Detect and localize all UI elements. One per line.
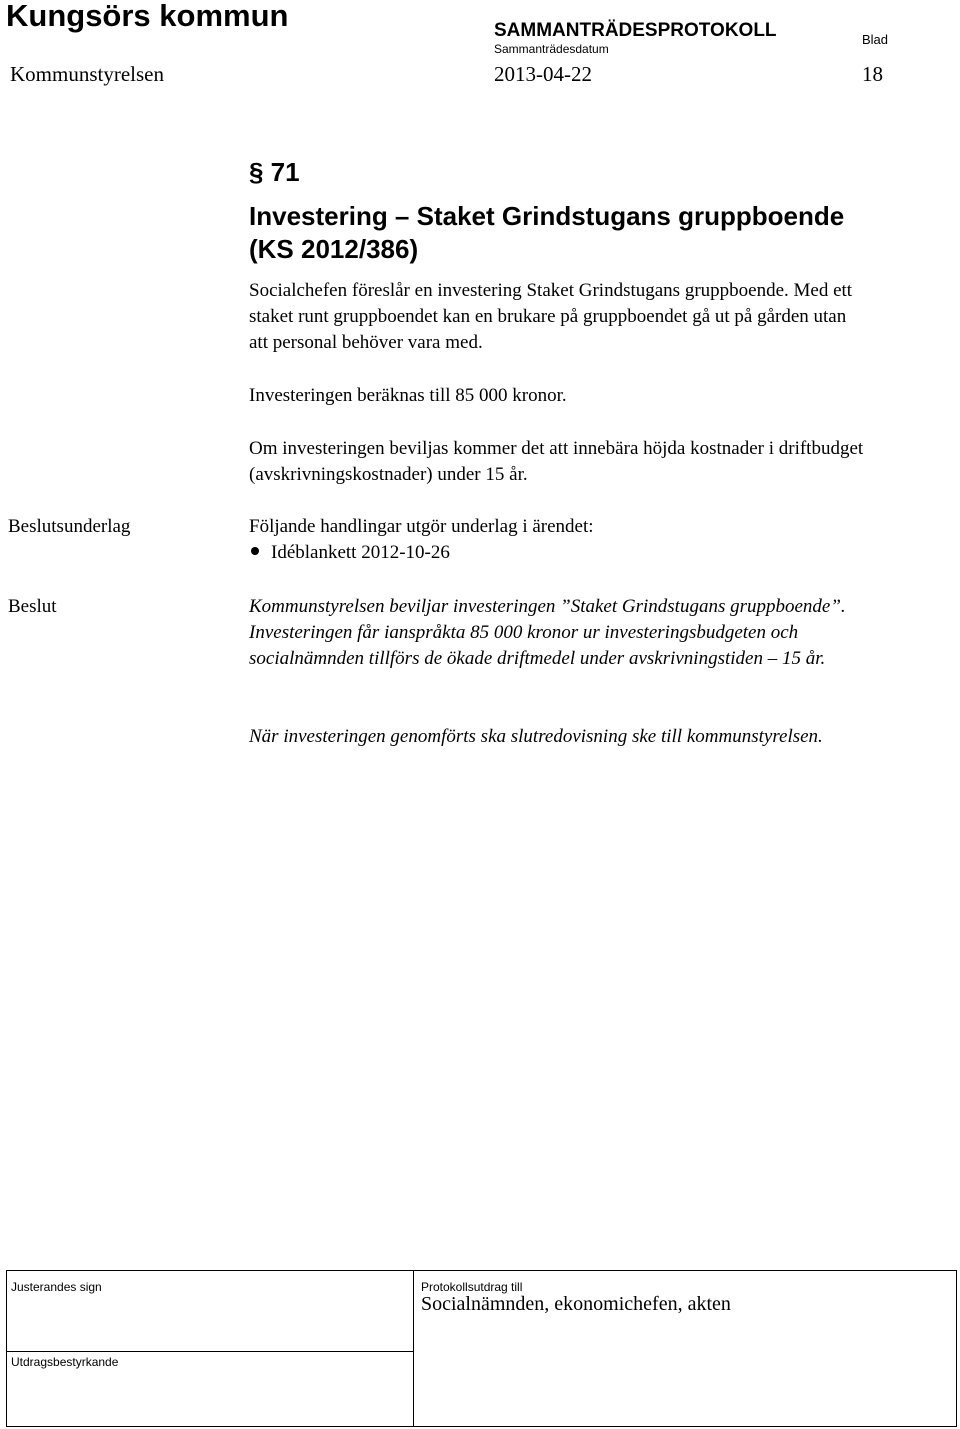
footer-divider [7,1351,414,1352]
section-paragraph-2: Investeringen beräknas till 85 000 kronor. [249,385,567,406]
section-paragraph-3: Om investeringen beviljas kommer det att innebära höjda kostnader i driftbudget (avskrivningskostnader) under 15 år. [249,438,864,485]
underlag-label: Beslutsunderlag [8,516,131,537]
body-name: Kommunstyrelsen [10,62,164,86]
protokollsutdrag-label: Protokollsutdrag till [421,1280,523,1294]
page-number: 18 [862,62,883,86]
page-label: Blad [862,32,889,47]
footer-divider [413,1271,414,1426]
meeting-date-label: Sammanträdesdatum [494,42,609,56]
decision-paragraph-2: När investeringen genomförts ska slutredovisning ske till kommunstyrelsen. [249,726,823,747]
beslut-label: Beslut [8,596,57,617]
decision-paragraph-1: Kommunstyrelsen beviljar investeringen ”Staket Grindstugans gruppboende”. Investeringen får ianspråkta 85 000 kronor ur investeringsbudgeten och socialnämnden tillförs de ökade driftmedel under avskrivningstiden – 15 år. [249,596,846,669]
recipients: Socialnämnden, ekonomichefen, akten [421,1293,731,1315]
underlag-item: Idéblankett 2012-10-26 [271,542,450,563]
bullet-icon [251,547,259,555]
municipality-name: Kungsörs kommun [6,0,289,33]
section-paragraph-1: Socialchefen föreslår en investering Staket Grindstugans gruppboende. Med ett staket runt gruppboendet kan en brukare på gruppboendet gå ut på gården utan att personal behöver vara med. [249,280,853,353]
section-number: § 71 [249,157,300,187]
document-type: SAMMANTRÄDESPROTOKOLL [494,20,777,41]
justerande-sign-label: Justerandes sign [11,1280,102,1294]
utdragsbestyrkande-label: Utdragsbestyrkande [11,1355,119,1369]
section-title: Investering – Staket Grindstugans gruppboende (KS 2012/386) [249,201,845,264]
underlag-intro: Följande handlingar utgör underlag i ärendet: [249,516,594,537]
meeting-date: 2013-04-22 [494,62,592,86]
signature-footer [6,1270,957,1427]
